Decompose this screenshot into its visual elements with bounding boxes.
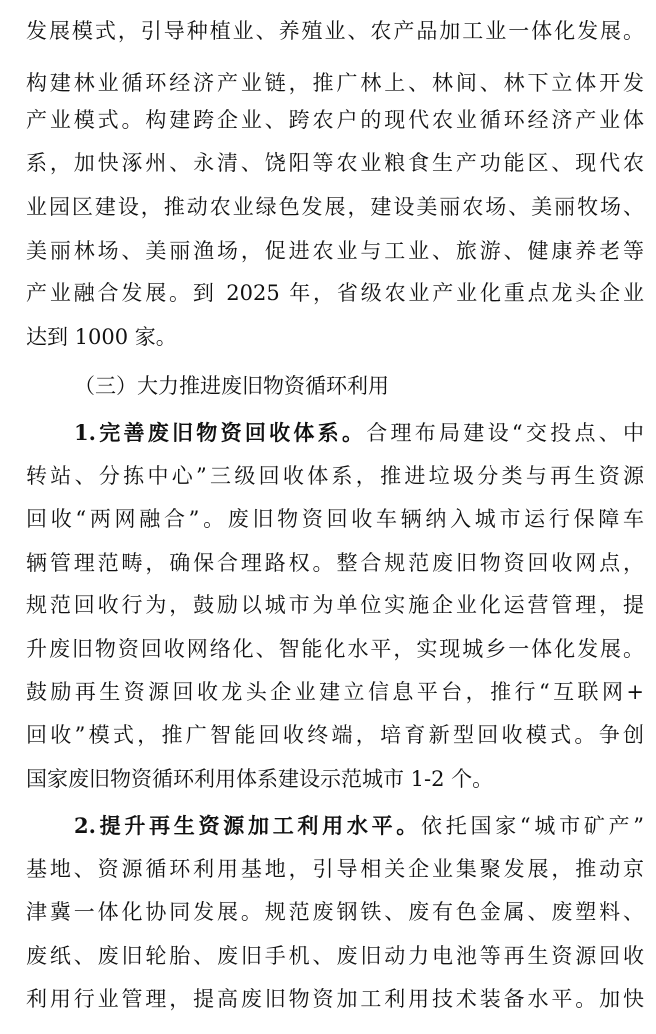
section-heading: （三）大力推进废旧物资循环利用 — [74, 374, 389, 398]
text-line: 辆管理范畴，确保合理路权。整合规范废旧物资回收网点， — [26, 551, 644, 575]
text-line: 废纸、废旧轮胎、废旧手机、废旧动力电池等再生资源回收 — [26, 944, 644, 968]
text-line: 国家废旧物资循环利用体系建设示范城市 1-2 个。 — [26, 767, 494, 791]
paragraph-first-line — [74, 807, 644, 845]
text-line: 美丽林场、美丽渔场，促进农业与工业、旅游、健康养老等 — [26, 239, 644, 263]
text-line: 发展模式，引导种植业、养殖业、农产品加工业一体化发展。 — [26, 19, 644, 43]
text-line: 基地、资源循环利用基地，引导相关企业集聚发展，推动京 — [26, 857, 644, 881]
paragraph-first-line — [74, 414, 644, 452]
text-line: 鼓励再生资源回收龙头企业建立信息平台，推行“互联网+ — [26, 680, 644, 704]
text-line: 利用行业管理，提高废旧物资加工利用技术装备水平。加快 — [26, 987, 644, 1011]
text-line: 达到 1000 家。 — [26, 325, 177, 349]
text-line: 构建林业循环经济产业链，推广林上、林间、林下立体开发 — [26, 71, 644, 95]
paragraph-text: 合理布局建设“交投点、中 — [366, 421, 644, 445]
paragraph-title: 2.提升再生资源加工利用水平。 — [74, 813, 422, 838]
text-line: 规范回收行为，鼓励以城市为单位实施企业化运营管理，提 — [26, 593, 644, 617]
text-line: 产业模式。构建跨企业、跨农户的现代农业循环经济产业体 — [26, 108, 644, 132]
paragraph-title: 1.完善废旧物资回收体系。 — [74, 420, 367, 445]
text-line: 产业融合发展。到 2025 年，省级农业产业化重点龙头企业 — [26, 281, 644, 305]
paragraph-text: 依托国家“城市矿产” — [421, 814, 644, 838]
text-line: 回收“两网融合”。废旧物资回收车辆纳入城市运行保障车 — [26, 507, 644, 531]
text-line: 升废旧物资回收网络化、智能化水平，实现城乡一体化发展。 — [26, 637, 644, 661]
text-line: 津冀一体化协同发展。规范废钢铁、废有色金属、废塑料、 — [26, 900, 644, 924]
text-line: 业园区建设，推动农业绿色发展，建设美丽农场、美丽牧场、 — [26, 195, 644, 219]
text-line: 回收”模式，推广智能回收终端，培育新型回收模式。争创 — [26, 723, 644, 747]
text-line: 系，加快涿州、永清、饶阳等农业粮食生产功能区、现代农 — [26, 151, 644, 175]
text-line: 转站、分拣中心”三级回收体系，推进垃圾分类与再生资源 — [26, 464, 644, 488]
